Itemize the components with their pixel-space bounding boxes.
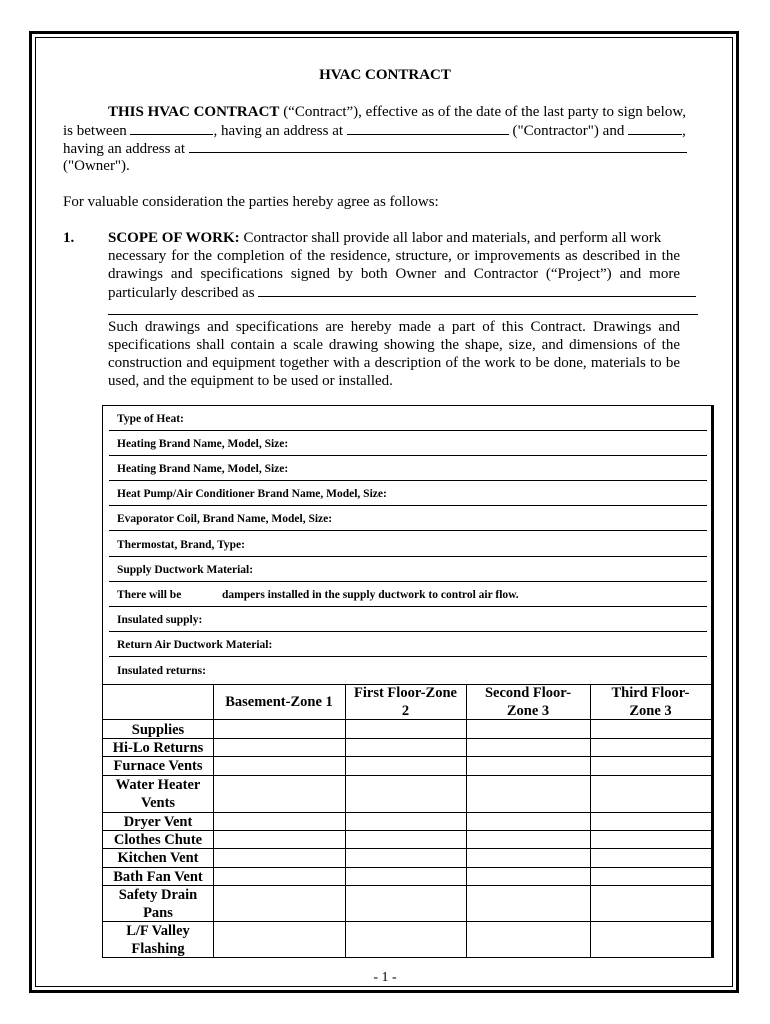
row-dryer-vent: Dryer Vent — [123, 814, 193, 830]
row-lf-valley-flashing — [103, 922, 213, 958]
field-thermostat[interactable]: Thermostat, Brand, Type: — [117, 539, 245, 551]
header-second-floor — [466, 684, 590, 720]
section1-heading: SCOPE OF WORK: — [108, 230, 240, 246]
header-third-floor-line-2: Zone 3 — [629, 703, 672, 719]
field-heating-brand-1[interactable]: Heating Brand Name, Model, Size: — [117, 438, 289, 450]
header-third-floor — [590, 684, 711, 720]
row-water-heater-vents — [103, 776, 213, 812]
section-number: 1. — [63, 230, 75, 246]
row-hi-lo-returns: Hi-Lo Returns — [112, 740, 204, 756]
field-there-will-be[interactable]: There will be — [117, 589, 182, 601]
field-rule — [109, 480, 707, 481]
row-supplies: Supplies — [131, 722, 185, 738]
owner-address-field[interactable] — [189, 139, 687, 153]
contractor-address-field[interactable] — [347, 121, 509, 135]
contractor-name-field[interactable] — [130, 121, 213, 135]
intro-contractor-label: ("Contractor") and — [512, 123, 625, 139]
section1-line-1-rest: Contractor shall provide all labor and materials, and perform all work — [243, 230, 662, 246]
intro-line-3 — [63, 139, 687, 158]
intro-line-1 — [108, 103, 686, 121]
field-rule — [109, 631, 707, 632]
intro-line-4: ("Owner"). — [63, 158, 130, 174]
row-water-heater-line-1: Water Heater — [115, 777, 201, 793]
document-title: HVAC CONTRACT — [319, 67, 451, 83]
zone-table — [103, 684, 711, 958]
described-as-label: particularly described as — [108, 285, 255, 301]
field-dampers-text: dampers installed in the supply ductwork to control air flow. — [222, 589, 519, 601]
header-basement-zone-1: Basement-Zone 1 — [225, 694, 333, 710]
header-first-floor-line-1: First Floor-Zone — [354, 685, 457, 701]
section1-line-3: drawings and specifications signed by both Owner and Contractor (“Project”) and more — [108, 266, 680, 282]
intro-owner-address-label: having an address at — [63, 141, 186, 157]
intro-comma: , — [682, 123, 686, 139]
row-clothes-chute: Clothes Chute — [113, 832, 203, 848]
field-insulated-supply[interactable]: Insulated supply: — [117, 614, 203, 626]
section1-line-1 — [108, 229, 680, 247]
field-heating-brand-2[interactable]: Heating Brand Name, Model, Size: — [117, 463, 289, 475]
row-safety-drain-line-2: Pans — [143, 905, 173, 921]
section1-line-4 — [108, 283, 696, 302]
row-lf-valley-line-1: L/F Valley — [126, 923, 190, 939]
row-kitchen-vent: Kitchen Vent — [117, 850, 199, 866]
field-return-air-ductwork[interactable]: Return Air Ductwork Material: — [117, 639, 273, 651]
header-first-floor — [345, 684, 466, 720]
header-second-floor-line-1: Second Floor- — [484, 685, 572, 701]
field-rule — [109, 505, 707, 506]
section1-para2-line-1: Such drawings and specifications are hereby made a part of this Contract. Drawings and — [108, 319, 680, 335]
field-rule — [109, 656, 707, 657]
header-third-floor-line-1: Third Floor- — [611, 685, 690, 701]
field-evaporator-coil[interactable]: Evaporator Coil, Brand Name, Model, Size: — [117, 513, 333, 525]
field-heat-pump[interactable]: Heat Pump/Air Conditioner Brand Name, Model, Size: — [117, 488, 387, 500]
table-col-divider — [345, 684, 346, 958]
section1-para2-line-2: specifications shall contain a scale drawing showing the shape, size, and dimensions of the — [108, 337, 680, 353]
section1-para2-line-4: used, and the equipment to be used or installed. — [108, 373, 393, 389]
header-first-floor-line-2: 2 — [401, 703, 410, 719]
intro-line-1-rest: (“Contract”), effective as of the date of the last party to sign below, — [279, 104, 686, 120]
page-number: - 1 - — [373, 970, 397, 985]
row-safety-drain-pans — [103, 886, 213, 922]
field-insulated-returns[interactable]: Insulated returns: — [117, 665, 206, 677]
field-rule — [109, 455, 707, 456]
table-col-divider — [590, 684, 591, 958]
row-safety-drain-line-1: Safety Drain — [118, 887, 198, 903]
intro-is-between: is between — [63, 123, 127, 139]
consideration-text: For valuable consideration the parties hereby agree as follows: — [63, 194, 439, 210]
field-type-of-heat[interactable]: Type of Heat: — [117, 413, 184, 425]
field-supply-ductwork[interactable]: Supply Ductwork Material: — [117, 564, 254, 576]
row-bath-fan-vent: Bath Fan Vent — [113, 869, 203, 885]
field-rule — [109, 556, 707, 557]
project-description-field-line-2[interactable] — [108, 314, 698, 315]
table-col-divider — [213, 684, 214, 958]
table-col-divider — [466, 684, 467, 958]
owner-name-field[interactable] — [628, 121, 682, 135]
section1-para2-line-3: construction and equipment together with a description of the work to be done, materials to be — [108, 355, 680, 371]
project-description-field[interactable] — [258, 283, 696, 297]
field-rule — [109, 606, 707, 607]
intro-line-2 — [63, 121, 686, 140]
section1-line-2: necessary for the completion of the residence, structure, or improvements as described in the — [108, 248, 680, 264]
row-water-heater-line-2: Vents — [140, 795, 176, 811]
field-rule — [109, 581, 707, 582]
row-furnace-vents: Furnace Vents — [113, 758, 203, 774]
intro-having-address: , having an address at — [213, 123, 344, 139]
header-second-floor-line-2: Zone 3 — [506, 703, 550, 719]
field-rule — [109, 430, 707, 431]
row-lf-valley-line-2: Flashing — [131, 941, 185, 957]
field-rule — [109, 530, 707, 531]
intro-lead: THIS HVAC CONTRACT — [108, 104, 280, 120]
